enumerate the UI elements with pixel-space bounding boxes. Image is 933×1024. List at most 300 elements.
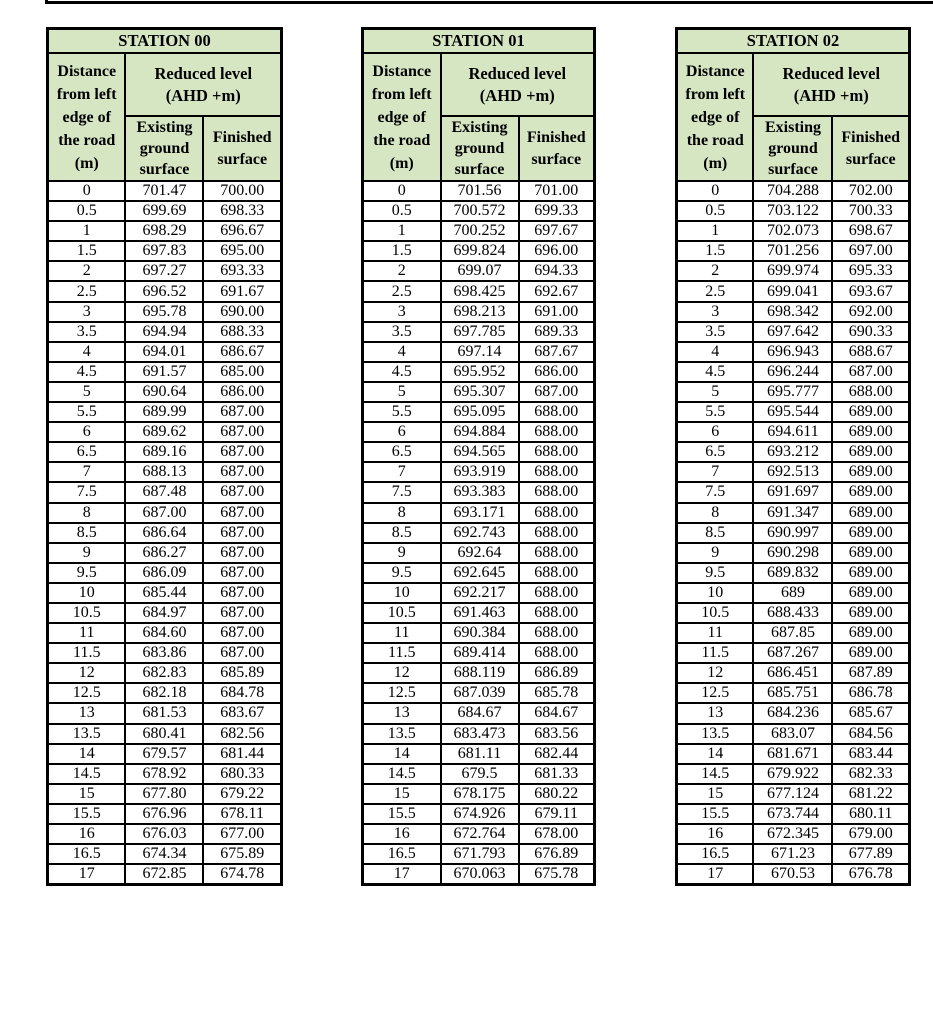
existing-level-cell: 687.267 — [753, 643, 832, 663]
distance-cell: 1 — [363, 221, 441, 241]
distance-cell: 5 — [677, 382, 754, 402]
table-row — [363, 241, 595, 261]
table-row — [677, 764, 910, 784]
table-row — [677, 201, 910, 221]
existing-level-cell: 699.974 — [753, 261, 832, 281]
existing-level-cell: 684.97 — [125, 603, 203, 623]
finished-level-cell: 687.00 — [203, 462, 281, 482]
finished-level-cell: 694.33 — [519, 261, 595, 281]
distance-cell: 13 — [363, 703, 441, 723]
table-row — [363, 482, 595, 502]
distance-cell: 9.5 — [363, 563, 441, 583]
distance-cell: 4.5 — [363, 362, 441, 382]
table-row — [363, 342, 595, 362]
table-row — [677, 503, 910, 523]
existing-level-cell: 698.425 — [441, 281, 519, 301]
distance-cell: 3.5 — [677, 322, 754, 342]
finished-level-cell: 697.67 — [519, 221, 595, 241]
table-row — [48, 382, 282, 402]
table-row — [48, 422, 282, 442]
table-row — [363, 563, 595, 583]
finished-level-cell: 689.00 — [832, 523, 909, 543]
existing-level-cell: 686.451 — [753, 663, 832, 683]
finished-level-cell: 686.89 — [519, 663, 595, 683]
finished-level-cell: 696.00 — [519, 241, 595, 261]
table-row — [677, 221, 910, 241]
distance-cell: 8.5 — [48, 523, 126, 543]
table-row — [48, 342, 282, 362]
existing-level-cell: 683.473 — [441, 724, 519, 744]
distance-cell: 4 — [677, 342, 754, 362]
distance-cell: 15 — [363, 784, 441, 804]
distance-cell: 13 — [48, 703, 126, 723]
finished-level-cell: 688.00 — [519, 643, 595, 663]
table-row — [48, 583, 282, 603]
distance-cell: 8 — [48, 503, 126, 523]
table-row — [363, 844, 595, 864]
existing-level-cell: 671.793 — [441, 844, 519, 864]
distance-cell: 6.5 — [48, 442, 126, 462]
table-row — [363, 824, 595, 844]
table-row — [677, 784, 910, 804]
table-row — [677, 744, 910, 764]
existing-level-cell: 697.27 — [125, 261, 203, 281]
finished-level-cell: 686.00 — [203, 382, 281, 402]
distance-cell: 6.5 — [677, 442, 754, 462]
distance-cell: 3.5 — [48, 322, 126, 342]
distance-cell: 16 — [677, 824, 754, 844]
distance-cell: 9 — [363, 543, 441, 563]
existing-level-cell: 689.62 — [125, 422, 203, 442]
distance-cell: 15.5 — [363, 804, 441, 824]
distance-cell: 4.5 — [677, 362, 754, 382]
distance-header: Distance from left edge of the road (m) — [363, 53, 441, 181]
distance-cell: 2.5 — [363, 281, 441, 301]
table-row — [363, 201, 595, 221]
distance-cell: 14.5 — [363, 764, 441, 784]
distance-cell: 13.5 — [363, 724, 441, 744]
distance-cell: 9.5 — [677, 563, 754, 583]
finished-level-cell: 681.33 — [519, 764, 595, 784]
finished-level-cell: 689.00 — [832, 563, 909, 583]
finished-level-cell: 689.00 — [832, 402, 909, 422]
distance-cell: 8.5 — [677, 523, 754, 543]
distance-cell: 14.5 — [677, 764, 754, 784]
finished-level-cell: 700.00 — [203, 181, 281, 201]
table-row — [677, 181, 910, 201]
existing-level-cell: 689.832 — [753, 563, 832, 583]
existing-level-cell: 699.07 — [441, 261, 519, 281]
finished-level-cell: 676.89 — [519, 844, 595, 864]
distance-cell: 8.5 — [363, 523, 441, 543]
distance-cell: 7 — [48, 462, 126, 482]
table-row — [48, 724, 282, 744]
table-row — [363, 382, 595, 402]
table-row — [363, 261, 595, 281]
table-row — [48, 784, 282, 804]
distance-cell: 4 — [48, 342, 126, 362]
distance-cell: 9 — [677, 543, 754, 563]
distance-cell: 0 — [363, 181, 441, 201]
existing-level-cell: 692.645 — [441, 563, 519, 583]
distance-cell: 5.5 — [48, 402, 126, 422]
finished-level-cell: 688.00 — [519, 482, 595, 502]
existing-level-cell: 695.952 — [441, 362, 519, 382]
table-row — [48, 864, 282, 885]
distance-cell: 2.5 — [48, 281, 126, 301]
table-row — [48, 322, 282, 342]
existing-ground-header: Existing ground surface — [441, 116, 519, 181]
table-row — [363, 523, 595, 543]
existing-level-cell: 700.572 — [441, 201, 519, 221]
table-row — [48, 402, 282, 422]
table-row — [48, 181, 282, 201]
station-title: STATION 01 — [363, 29, 595, 54]
existing-level-cell: 682.83 — [125, 663, 203, 683]
distance-cell: 16 — [48, 824, 126, 844]
table-row — [363, 503, 595, 523]
table-row — [677, 261, 910, 281]
finished-level-cell: 684.78 — [203, 683, 281, 703]
distance-cell: 15.5 — [677, 804, 754, 824]
existing-level-cell: 670.53 — [753, 864, 832, 885]
existing-level-cell: 697.14 — [441, 342, 519, 362]
table-row — [363, 784, 595, 804]
table-row — [677, 583, 910, 603]
distance-cell: 16 — [363, 824, 441, 844]
distance-cell: 3.5 — [363, 322, 441, 342]
distance-cell: 14 — [677, 744, 754, 764]
distance-cell: 6 — [48, 422, 126, 442]
existing-level-cell: 687.039 — [441, 683, 519, 703]
station-table — [675, 27, 911, 886]
table-row — [48, 362, 282, 382]
distance-cell: 5 — [48, 382, 126, 402]
distance-cell: 1.5 — [363, 241, 441, 261]
table-row — [677, 864, 910, 885]
existing-level-cell: 689.414 — [441, 643, 519, 663]
finished-level-cell: 693.33 — [203, 261, 281, 281]
table-row — [677, 603, 910, 623]
table-row — [48, 643, 282, 663]
table-row — [48, 201, 282, 221]
finished-level-cell: 685.78 — [519, 683, 595, 703]
distance-cell: 7.5 — [363, 482, 441, 502]
existing-level-cell: 684.60 — [125, 623, 203, 643]
table-row — [677, 302, 910, 322]
distance-cell: 5 — [363, 382, 441, 402]
existing-level-cell: 683.07 — [753, 724, 832, 744]
existing-level-cell: 698.29 — [125, 221, 203, 241]
table-row — [363, 422, 595, 442]
finished-level-cell: 688.00 — [519, 523, 595, 543]
distance-cell: 5.5 — [363, 402, 441, 422]
table-row — [363, 643, 595, 663]
distance-cell: 17 — [677, 864, 754, 885]
distance-cell: 6 — [363, 422, 441, 442]
existing-level-cell: 689 — [753, 583, 832, 603]
finished-level-cell: 688.00 — [519, 623, 595, 643]
existing-level-cell: 695.307 — [441, 382, 519, 402]
distance-cell: 5.5 — [677, 402, 754, 422]
table-row — [677, 523, 910, 543]
table-row — [48, 462, 282, 482]
existing-level-cell: 695.095 — [441, 402, 519, 422]
finished-level-cell: 698.33 — [203, 201, 281, 221]
table-row — [363, 221, 595, 241]
finished-level-cell: 689.00 — [832, 442, 909, 462]
table-row — [363, 623, 595, 643]
table-row — [677, 402, 910, 422]
existing-level-cell: 696.943 — [753, 342, 832, 362]
finished-level-cell: 687.00 — [203, 543, 281, 563]
finished-level-cell: 690.33 — [832, 322, 909, 342]
finished-level-cell: 674.78 — [203, 864, 281, 885]
station-title: STATION 00 — [48, 29, 282, 54]
distance-cell: 2 — [363, 261, 441, 281]
finished-level-cell: 686.67 — [203, 342, 281, 362]
distance-cell: 1 — [677, 221, 754, 241]
table-row — [677, 643, 910, 663]
distance-cell: 0 — [677, 181, 754, 201]
existing-level-cell: 673.744 — [753, 804, 832, 824]
table-row — [677, 422, 910, 442]
existing-level-cell: 696.52 — [125, 281, 203, 301]
existing-level-cell: 690.298 — [753, 543, 832, 563]
existing-level-cell: 701.47 — [125, 181, 203, 201]
finished-level-cell: 682.33 — [832, 764, 909, 784]
existing-level-cell: 696.244 — [753, 362, 832, 382]
finished-level-cell: 687.00 — [203, 503, 281, 523]
existing-ground-header: Existing ground surface — [125, 116, 203, 181]
station-title: STATION 02 — [677, 29, 910, 54]
existing-level-cell: 697.642 — [753, 322, 832, 342]
finished-level-cell: 695.33 — [832, 261, 909, 281]
distance-cell: 0 — [48, 181, 126, 201]
existing-level-cell: 692.64 — [441, 543, 519, 563]
distance-cell: 11 — [363, 623, 441, 643]
finished-level-cell: 679.22 — [203, 784, 281, 804]
existing-level-cell: 688.433 — [753, 603, 832, 623]
distance-cell: 11.5 — [363, 643, 441, 663]
finished-level-cell: 685.89 — [203, 663, 281, 683]
existing-level-cell: 693.212 — [753, 442, 832, 462]
existing-level-cell: 670.063 — [441, 864, 519, 885]
finished-level-cell: 688.00 — [519, 503, 595, 523]
existing-level-cell: 687.00 — [125, 503, 203, 523]
distance-cell: 10.5 — [363, 603, 441, 623]
existing-level-cell: 698.342 — [753, 302, 832, 322]
distance-cell: 15 — [48, 784, 126, 804]
finished-level-cell: 688.67 — [832, 342, 909, 362]
existing-level-cell: 691.347 — [753, 503, 832, 523]
finished-level-cell: 688.00 — [519, 402, 595, 422]
distance-cell: 4 — [363, 342, 441, 362]
existing-level-cell: 693.171 — [441, 503, 519, 523]
distance-cell: 3 — [48, 302, 126, 322]
distance-cell: 9.5 — [48, 563, 126, 583]
table-row — [363, 744, 595, 764]
existing-level-cell: 684.236 — [753, 703, 832, 723]
existing-level-cell: 694.611 — [753, 422, 832, 442]
existing-level-cell: 690.64 — [125, 382, 203, 402]
finished-level-cell: 700.33 — [832, 201, 909, 221]
finished-level-cell: 695.00 — [203, 241, 281, 261]
existing-level-cell: 694.94 — [125, 322, 203, 342]
distance-cell: 2 — [677, 261, 754, 281]
table-row — [677, 844, 910, 864]
existing-level-cell: 694.01 — [125, 342, 203, 362]
finished-level-cell: 702.00 — [832, 181, 909, 201]
table-row — [677, 342, 910, 362]
distance-cell: 11 — [48, 623, 126, 643]
finished-level-cell: 687.67 — [519, 342, 595, 362]
table-row — [677, 322, 910, 342]
existing-level-cell: 681.11 — [441, 744, 519, 764]
existing-level-cell: 679.922 — [753, 764, 832, 784]
distance-cell: 1.5 — [677, 241, 754, 261]
table-row — [677, 442, 910, 462]
finished-level-cell: 687.00 — [203, 422, 281, 442]
station-table — [46, 27, 283, 886]
finished-level-cell: 681.44 — [203, 744, 281, 764]
finished-level-cell: 682.56 — [203, 724, 281, 744]
existing-level-cell: 699.69 — [125, 201, 203, 221]
finished-level-cell: 678.11 — [203, 804, 281, 824]
finished-level-cell: 680.33 — [203, 764, 281, 784]
finished-surface-header: Finished surface — [832, 116, 909, 181]
finished-level-cell: 696.67 — [203, 221, 281, 241]
table-row — [48, 503, 282, 523]
distance-cell: 13.5 — [48, 724, 126, 744]
finished-level-cell: 689.00 — [832, 543, 909, 563]
finished-level-cell: 675.78 — [519, 864, 595, 885]
finished-level-cell: 689.00 — [832, 482, 909, 502]
distance-cell: 15.5 — [48, 804, 126, 824]
table-row — [363, 402, 595, 422]
finished-level-cell: 701.00 — [519, 181, 595, 201]
existing-level-cell: 677.124 — [753, 784, 832, 804]
existing-level-cell: 682.18 — [125, 683, 203, 703]
distance-cell: 14 — [48, 744, 126, 764]
distance-cell: 12.5 — [677, 683, 754, 703]
distance-cell: 8 — [363, 503, 441, 523]
existing-level-cell: 677.80 — [125, 784, 203, 804]
finished-level-cell: 687.00 — [203, 623, 281, 643]
table-row — [363, 724, 595, 744]
table-row — [48, 804, 282, 824]
finished-level-cell: 688.00 — [519, 442, 595, 462]
existing-level-cell: 687.85 — [753, 623, 832, 643]
finished-level-cell: 688.00 — [519, 563, 595, 583]
existing-ground-header: Existing ground surface — [753, 116, 832, 181]
existing-level-cell: 692.513 — [753, 462, 832, 482]
finished-level-cell: 679.11 — [519, 804, 595, 824]
existing-level-cell: 684.67 — [441, 703, 519, 723]
existing-level-cell: 691.463 — [441, 603, 519, 623]
finished-level-cell: 689.00 — [832, 422, 909, 442]
finished-level-cell: 687.00 — [203, 643, 281, 663]
finished-level-cell: 688.00 — [519, 583, 595, 603]
distance-cell: 7 — [363, 462, 441, 482]
existing-level-cell: 676.96 — [125, 804, 203, 824]
existing-level-cell: 686.27 — [125, 543, 203, 563]
distance-cell: 15 — [677, 784, 754, 804]
table-row — [677, 563, 910, 583]
existing-level-cell: 700.252 — [441, 221, 519, 241]
reduced-level-header: Reduced level (AHD +m) — [441, 53, 595, 116]
finished-level-cell: 677.89 — [832, 844, 909, 864]
distance-header: Distance from left edge of the road (m) — [48, 53, 126, 181]
table-row — [363, 603, 595, 623]
distance-cell: 6.5 — [363, 442, 441, 462]
finished-level-cell: 685.67 — [832, 703, 909, 723]
distance-cell: 16.5 — [48, 844, 126, 864]
finished-level-cell: 688.00 — [519, 422, 595, 442]
existing-level-cell: 693.919 — [441, 462, 519, 482]
finished-level-cell: 687.00 — [203, 442, 281, 462]
existing-level-cell: 691.57 — [125, 362, 203, 382]
distance-cell: 12 — [48, 663, 126, 683]
existing-level-cell: 674.926 — [441, 804, 519, 824]
finished-level-cell: 681.22 — [832, 784, 909, 804]
table-row — [48, 241, 282, 261]
table-row — [363, 683, 595, 703]
finished-level-cell: 688.00 — [832, 382, 909, 402]
distance-cell: 17 — [48, 864, 126, 885]
existing-level-cell: 681.671 — [753, 744, 832, 764]
existing-level-cell: 689.16 — [125, 442, 203, 462]
table-row — [48, 221, 282, 241]
finished-level-cell: 692.00 — [832, 302, 909, 322]
table-row — [363, 322, 595, 342]
distance-cell: 1.5 — [48, 241, 126, 261]
existing-level-cell: 685.751 — [753, 683, 832, 703]
distance-cell: 14 — [363, 744, 441, 764]
existing-level-cell: 699.824 — [441, 241, 519, 261]
existing-level-cell: 672.85 — [125, 864, 203, 885]
table-row — [48, 683, 282, 703]
distance-header: Distance from left edge of the road (m) — [677, 53, 754, 181]
existing-level-cell: 697.83 — [125, 241, 203, 261]
table-row — [677, 543, 910, 563]
table-row — [48, 543, 282, 563]
table-row — [677, 683, 910, 703]
existing-level-cell: 672.764 — [441, 824, 519, 844]
station-body — [677, 181, 910, 885]
existing-level-cell: 683.86 — [125, 643, 203, 663]
station-body — [48, 181, 282, 885]
finished-surface-header: Finished surface — [519, 116, 595, 181]
existing-level-cell: 693.383 — [441, 482, 519, 502]
existing-level-cell: 688.119 — [441, 663, 519, 683]
existing-level-cell: 690.384 — [441, 623, 519, 643]
finished-level-cell: 687.89 — [832, 663, 909, 683]
existing-level-cell: 695.78 — [125, 302, 203, 322]
distance-cell: 6 — [677, 422, 754, 442]
existing-level-cell: 695.544 — [753, 402, 832, 422]
finished-level-cell: 683.44 — [832, 744, 909, 764]
existing-level-cell: 678.175 — [441, 784, 519, 804]
finished-level-cell: 686.00 — [519, 362, 595, 382]
finished-level-cell: 690.00 — [203, 302, 281, 322]
finished-level-cell: 699.33 — [519, 201, 595, 221]
distance-cell: 0.5 — [363, 201, 441, 221]
existing-level-cell: 698.213 — [441, 302, 519, 322]
finished-level-cell: 688.33 — [203, 322, 281, 342]
finished-level-cell: 687.00 — [203, 523, 281, 543]
table-row — [677, 663, 910, 683]
